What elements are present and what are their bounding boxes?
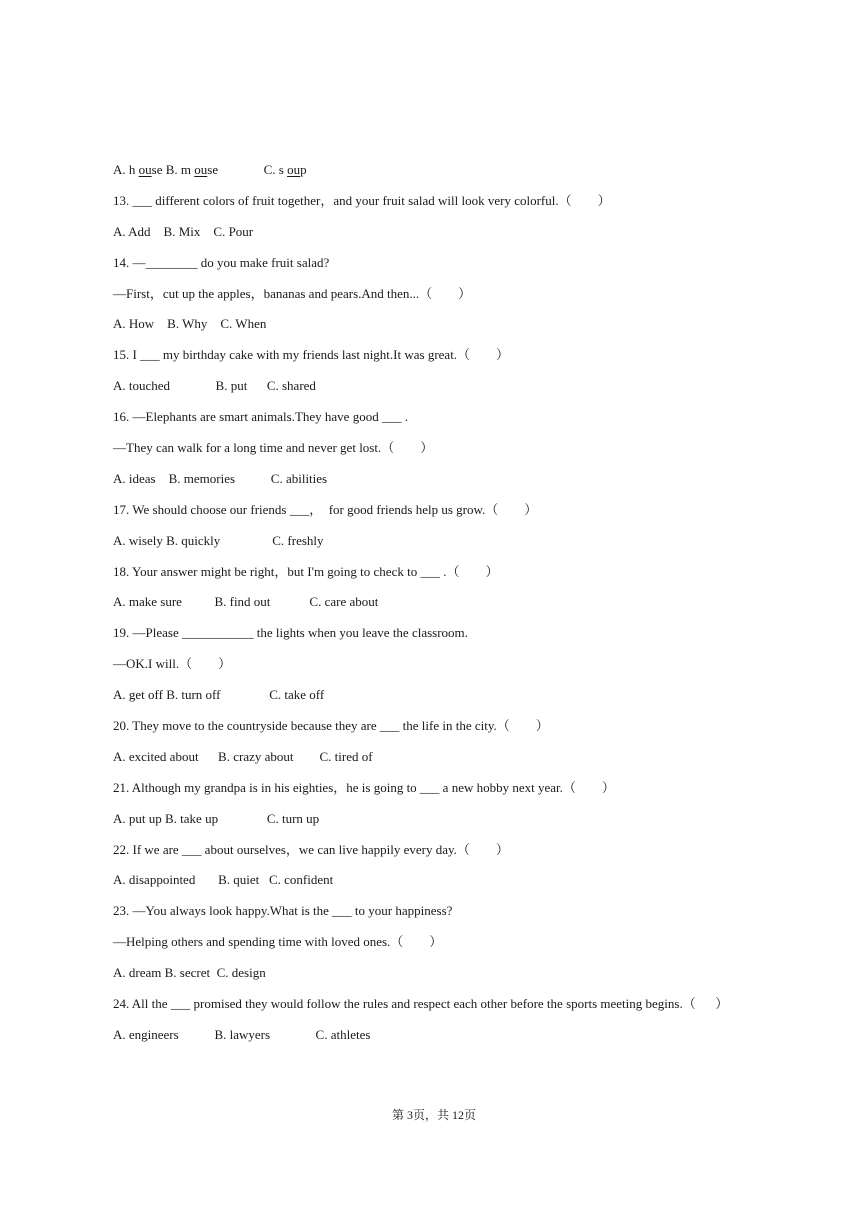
line-q14-options <box>113 314 813 345</box>
text-segment: —Helping others and spending time with loved ones.（ ） <box>113 934 443 950</box>
line-q19 <box>113 623 813 654</box>
line-q17 <box>113 500 813 531</box>
text-segment: 14. —________ do you make fruit salad? <box>113 254 330 270</box>
line-q21 <box>113 778 813 809</box>
line-q15-options <box>113 376 813 407</box>
text-segment: 13. ___ different colors of fruit together，and your fruit salad will look very colorful.（ ） <box>113 192 611 208</box>
text-segment: 17. We should choose our friends ___， for good friends help us grow.（ ） <box>113 501 538 517</box>
line-q20 <box>113 716 813 747</box>
line-q22 <box>113 840 813 871</box>
text-segment: A. wisely B. quickly C. freshly <box>113 532 324 548</box>
text-segment: A. touched B. put C. shared <box>113 378 316 394</box>
line-q22-options <box>113 870 813 901</box>
line-q16-options <box>113 469 813 500</box>
text-segment: A. dream B. secret C. design <box>113 965 266 981</box>
text-segment: 24. All the ___ promised they would follow the rules and respect each other before the sports meeting begins.（ ） <box>113 996 729 1012</box>
text-segment: ou <box>138 162 152 177</box>
text-segment: —They can walk for a long time and never get lost.（ ） <box>113 440 434 456</box>
text-segment: 19. —Please ___________ the lights when you leave the classroom. <box>113 625 468 641</box>
line-q18 <box>113 562 813 593</box>
text-segment: —OK.I will.（ ） <box>113 656 232 672</box>
line-q18-options <box>113 592 813 623</box>
line-q24 <box>113 994 813 1025</box>
text-segment: 18. Your answer might be right，but I'm going to check to ___ .（ ） <box>113 563 499 579</box>
text-segment: se B. m <box>151 162 195 177</box>
text-segment: 20. They move to the countryside because they are ___ the life in the city.（ ） <box>113 718 549 734</box>
text-segment: A. put up B. take up C. turn up <box>113 810 320 826</box>
text-segment: C. s <box>218 162 288 177</box>
line-q13 <box>113 191 813 222</box>
text-segment: A. Add B. Mix C. Pour <box>113 223 254 239</box>
line-q20-options <box>113 747 813 778</box>
line-q17-options <box>113 531 813 562</box>
text-segment: ou <box>287 162 301 177</box>
line-q21-options <box>113 809 813 840</box>
line-q23-options <box>113 963 813 994</box>
text-segment: A. disappointed B. quiet C. confident <box>113 872 334 888</box>
text-segment: A. excited about B. crazy about C. tired of <box>113 748 373 764</box>
line-q16 <box>113 407 813 438</box>
text-segment: 16. —Elephants are smart animals.They have good ___ . <box>113 409 408 425</box>
line-q19-options <box>113 685 813 716</box>
text-segment: A. ideas B. memories C. abilities <box>113 470 328 486</box>
text-segment: 22. If we are ___ about ourselves，we can live happily every day.（ ） <box>113 841 509 857</box>
text-segment: p <box>300 162 307 177</box>
line-q16-b <box>113 438 813 469</box>
text-segment: A. How B. Why C. When <box>113 316 267 332</box>
line-q12-options <box>113 160 813 191</box>
text-segment: —First，cut up the apples，bananas and pears.And then...（ ） <box>113 285 472 301</box>
line-q24-options <box>113 1025 813 1056</box>
line-q14-b <box>113 284 813 315</box>
line-q23 <box>113 901 813 932</box>
line-q23-b <box>113 932 813 963</box>
line-q14 <box>113 253 813 284</box>
page-footer: 第 3页，共 12页 <box>391 1108 476 1122</box>
line-q15 <box>113 345 813 376</box>
text-segment: ou <box>194 162 208 177</box>
text-segment: 21. Although my grandpa is in his eighties，he is going to ___ a new hobby next year.（ ） <box>113 779 615 795</box>
line-q19-b <box>113 654 813 685</box>
text-segment: A. make sure B. find out C. care about <box>113 594 379 610</box>
text-segment: A. engineers B. lawyers C. athletes <box>113 1026 371 1042</box>
text-segment: A. h <box>113 162 139 177</box>
text-segment: 23. —You always look happy.What is the ___ to your happiness? <box>113 903 453 919</box>
text-segment: A. get off B. turn off C. take off <box>113 687 325 703</box>
line-q13-options <box>113 222 813 253</box>
question-list <box>113 160 813 1056</box>
text-segment: se <box>207 162 219 177</box>
text-segment: 15. I ___ my birthday cake with my friends last night.It was great.（ ） <box>113 347 510 363</box>
